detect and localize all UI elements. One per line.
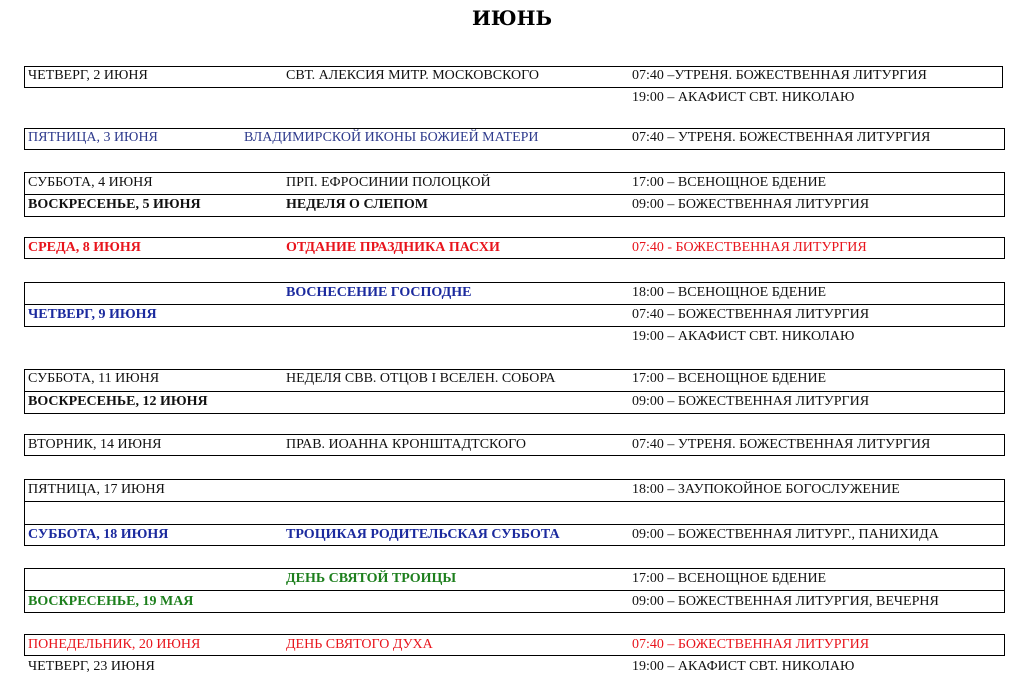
- row-4-feast: НЕДЕЛЯ О СЛЕПОМ: [286, 197, 428, 212]
- row-12-service: 18:00 – ЗАУПОКОЙНОЕ БОГОСЛУЖЕНИЕ: [632, 482, 900, 497]
- row-16-day: ПОНЕДЕЛЬНИК, 20 ИЮНЯ: [28, 637, 201, 652]
- row-11-day: ВТОРНИК, 14 ИЮНЯ: [28, 437, 162, 452]
- row-14-feast: ДЕНЬ СВЯТОЙ ТРОИЦЫ: [286, 571, 457, 586]
- row-0-service: 07:40 –УТРЕНЯ. БОЖЕСТВЕННАЯ ЛИТУРГИЯ: [632, 68, 927, 83]
- page-title: ИЮНЬ: [471, 6, 553, 30]
- row-16-feast: ДЕНЬ СВЯТОГО ДУХА: [286, 637, 433, 652]
- row-17-day: ЧЕТВЕРГ, 23 ИЮНЯ: [28, 659, 155, 674]
- row-divider-2: [24, 391, 1005, 392]
- row-divider-3: [24, 501, 1005, 502]
- row-divider-1: [24, 304, 1005, 305]
- row-7-day: ЧЕТВЕРГ, 9 ИЮНЯ: [28, 307, 157, 322]
- row-5-day: СРЕДА, 8 ИЮНЯ: [28, 240, 141, 255]
- row-2-service: 07:40 – УТРЕНЯ. БОЖЕСТВЕННАЯ ЛИТУРГИЯ: [632, 130, 931, 145]
- row-11-feast: ПРАВ. ИОАННА КРОНШТАДТСКОГО: [286, 437, 527, 452]
- row-10-service: 09:00 – БОЖЕСТВЕННАЯ ЛИТУРГИЯ: [632, 394, 870, 409]
- row-17-service: 19:00 – АКАФИСТ СВТ. НИКОЛАЮ: [632, 659, 855, 674]
- row-4-service: 09:00 – БОЖЕСТВЕННАЯ ЛИТУРГИЯ: [632, 197, 870, 212]
- row-11-service: 07:40 – УТРЕНЯ. БОЖЕСТВЕННАЯ ЛИТУРГИЯ: [632, 437, 931, 452]
- row-13-service: 09:00 – БОЖЕСТВЕННАЯ ЛИТУРГ., ПАНИХИДА: [632, 527, 939, 542]
- row-6-feast: ВОСНЕСЕНИЕ ГОСПОДНЕ: [286, 285, 472, 300]
- row-4-day: ВОСКРЕСЕНЬЕ, 5 ИЮНЯ: [28, 197, 201, 212]
- row-13-feast: ТРОЦИКАЯ РОДИТЕЛЬСКАЯ СУББОТА: [286, 527, 560, 542]
- row-0-feast: СВТ. АЛЕКСИЯ МИТР. МОСКОВСКОГО: [286, 68, 540, 83]
- row-13-day: СУББОТА, 18 ИЮНЯ: [28, 527, 169, 542]
- row-8-service: 19:00 – АКАФИСТ СВТ. НИКОЛАЮ: [632, 329, 855, 344]
- row-divider-0: [24, 194, 1005, 195]
- row-2-day: ПЯТНИЦА, 3 ИЮНЯ: [28, 130, 158, 145]
- row-15-day: ВОСКРЕСЕНЬЕ, 19 МАЯ: [28, 594, 194, 609]
- row-6-service: 18:00 – ВСЕНОЩНОЕ БДЕНИЕ: [632, 285, 827, 300]
- row-7-service: 07:40 – БОЖЕСТВЕННАЯ ЛИТУРГИЯ: [632, 307, 870, 322]
- row-3-service: 17:00 – ВСЕНОЩНОЕ БДЕНИЕ: [632, 175, 827, 190]
- row-15-service: 09:00 – БОЖЕСТВЕННАЯ ЛИТУРГИЯ, ВЕЧЕРНЯ: [632, 594, 939, 609]
- row-9-day: СУББОТА, 11 ИЮНЯ: [28, 371, 160, 386]
- row-5-service: 07:40 - БОЖЕСТВЕННАЯ ЛИТУРГИЯ: [632, 240, 867, 255]
- row-0-day: ЧЕТВЕРГ, 2 ИЮНЯ: [28, 68, 148, 83]
- row-1-service: 19:00 – АКАФИСТ СВТ. НИКОЛАЮ: [632, 90, 855, 105]
- row-12-day: ПЯТНИЦА, 17 ИЮНЯ: [28, 482, 165, 497]
- row-10-day: ВОСКРЕСЕНЬЕ, 12 ИЮНЯ: [28, 394, 208, 409]
- row-3-feast: ПРП. ЕФРОСИНИИ ПОЛОЦКОЙ: [286, 175, 491, 190]
- row-3-day: СУББОТА, 4 ИЮНЯ: [28, 175, 153, 190]
- row-divider-4: [24, 524, 1005, 525]
- row-16-service: 07:40 – БОЖЕСТВЕННАЯ ЛИТУРГИЯ: [632, 637, 870, 652]
- row-9-feast: НЕДЕЛЯ СВВ. ОТЦОВ I ВСЕЛЕН. СОБОРА: [286, 371, 556, 386]
- row-divider-5: [24, 590, 1005, 591]
- row-2-feast: ВЛАДИМИРСКОЙ ИКОНЫ БОЖИЕЙ МАТЕРИ: [244, 130, 539, 145]
- row-9-service: 17:00 – ВСЕНОЩНОЕ БДЕНИЕ: [632, 371, 827, 386]
- row-5-feast: ОТДАНИЕ ПРАЗДНИКА ПАСХИ: [286, 240, 500, 255]
- row-14-service: 17:00 – ВСЕНОЩНОЕ БДЕНИЕ: [632, 571, 827, 586]
